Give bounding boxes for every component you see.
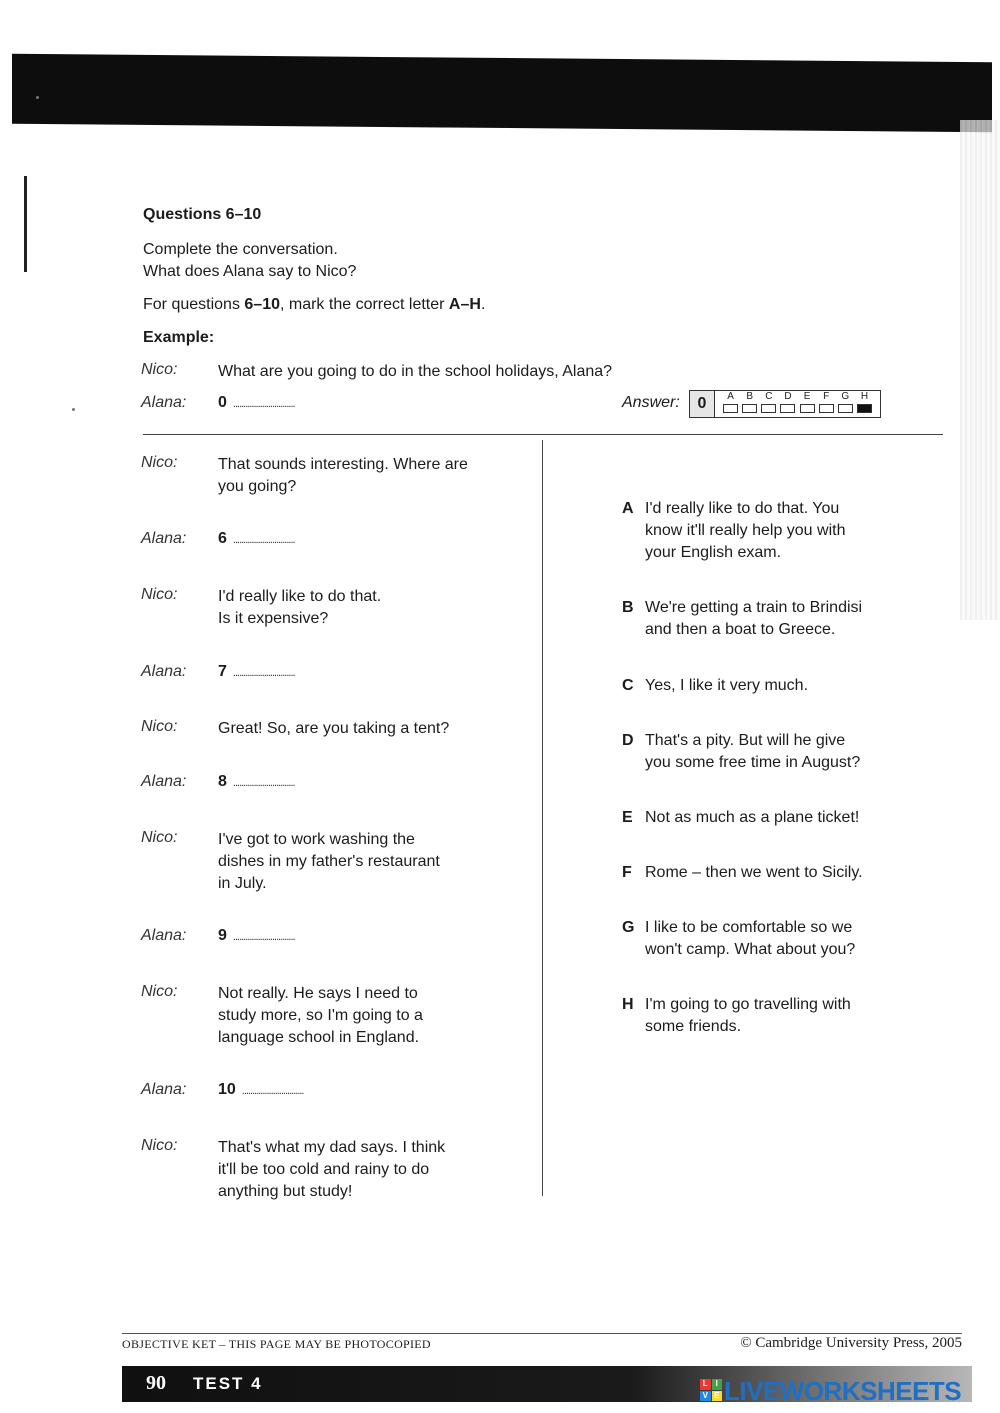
utterance-line: I'd really like to do that. [218, 588, 382, 605]
speaker-label: Nico: [141, 983, 178, 1000]
scan-speck [36, 96, 39, 99]
option-text [645, 597, 895, 641]
option-line: Rome – then we went to Sicily. [645, 864, 863, 881]
gap-dots: .............................. [232, 931, 295, 943]
instruction-line-1: Complete the conversation. [143, 241, 338, 258]
answer-option-letter: E [803, 391, 811, 402]
option-text [645, 994, 895, 1038]
answer-option-letter: C [765, 391, 773, 402]
speaker-label: Nico: [141, 829, 178, 846]
option-d [622, 730, 895, 774]
option-b [622, 597, 895, 641]
option-text [645, 917, 895, 961]
option-line: you some free time in August? [645, 754, 861, 771]
option-f [622, 862, 895, 884]
option-h [622, 994, 895, 1038]
option-line: I like to be comfortable so we [645, 919, 853, 936]
nico-line [218, 983, 518, 1049]
answer-option-box [819, 404, 834, 413]
section-title: Questions 6–10 [143, 206, 262, 223]
footer-left: OBJECTIVE KET – THIS PAGE MAY BE PHOTOCOPIED [122, 1337, 431, 1351]
answer-option-letter: F [823, 391, 830, 402]
divider-horizontal [143, 434, 943, 435]
option-line: I'm going to go travelling with [645, 996, 851, 1013]
utterance-line: anything but study! [218, 1183, 353, 1200]
example-gap-dots: .............................. [232, 398, 295, 410]
page-number: 90 [146, 1372, 166, 1394]
option-e [622, 807, 895, 829]
example-alana-speaker: Alana: [141, 394, 187, 411]
option-line: won't camp. What about you? [645, 941, 856, 958]
option-line: We're getting a train to Brindisi [645, 599, 863, 616]
option-letter: C [622, 677, 634, 694]
option-letter: H [622, 996, 634, 1013]
utterance-line: That sounds interesting. Where are [218, 456, 468, 473]
divider-vertical [542, 440, 543, 1196]
gap-number: 9 [218, 927, 227, 944]
option-letter: E [622, 809, 633, 826]
utterance-line: you going? [218, 478, 297, 495]
answer-option-letter: A [727, 391, 734, 402]
instruction-mid: , mark the correct letter [279, 296, 449, 313]
speaker-label: Nico: [141, 718, 178, 735]
scan-edge [960, 120, 1000, 620]
gap-number: 6 [218, 530, 227, 547]
gap-dots: .............................. [232, 667, 295, 679]
footer-rule [122, 1333, 962, 1334]
example-nico-speaker: Nico: [141, 361, 178, 378]
scan-speck [72, 408, 75, 411]
gap-number: 7 [218, 663, 227, 680]
header-band [12, 54, 992, 133]
answer-option-box [857, 404, 872, 413]
nico-line [218, 454, 518, 498]
option-letter: B [622, 599, 634, 616]
answer-gap-8[interactable] [218, 773, 295, 791]
test-label: TEST 4 [193, 1374, 263, 1393]
answer-option [838, 391, 853, 417]
speaker-label: Alana: [141, 663, 187, 680]
option-c [622, 675, 895, 697]
utterance-line: in July. [218, 875, 267, 892]
speaker-label: Alana: [141, 1081, 187, 1098]
gap-number: 10 [218, 1081, 236, 1098]
instruction-line-2: What does Alana say to Nico? [143, 263, 357, 280]
answer-grid [689, 390, 881, 418]
gap-dots: .............................. [241, 1085, 304, 1097]
watermark: LIVEWORKSHEETS [724, 1376, 962, 1406]
answer-options [715, 391, 880, 417]
option-letter: A [622, 500, 634, 517]
option-a [622, 498, 895, 564]
utterance-line: it'll be too cold and rainy to do [218, 1161, 430, 1178]
answer-option-box [838, 404, 853, 413]
instruction-letters: A–H [448, 296, 481, 313]
example-nico-text: What are you going to do in the school holidays, Alana? [218, 363, 613, 380]
speaker-label: Alana: [141, 927, 187, 944]
gap-number: 8 [218, 773, 227, 790]
option-text [645, 675, 895, 697]
answer-option [857, 391, 872, 417]
answer-option-box [761, 404, 776, 413]
utterance-line: Not really. He says I need to [218, 985, 418, 1002]
option-text [645, 498, 895, 564]
answer-number: 0 [690, 391, 715, 417]
option-line: Yes, I like it very much. [645, 677, 809, 694]
answer-label: Answer: [622, 394, 680, 411]
utterance-line: Great! So, are you taking a tent? [218, 720, 450, 737]
option-line: and then a boat to Greece. [645, 621, 836, 638]
option-line: That's a pity. But will he give [645, 732, 846, 749]
answer-option-box [723, 404, 738, 413]
answer-option [800, 391, 815, 417]
nico-line [218, 829, 518, 895]
utterance-line: language school in England. [218, 1029, 420, 1046]
answer-option-letter: B [746, 391, 754, 402]
option-text [645, 862, 895, 884]
option-text [645, 730, 895, 774]
answer-option [723, 391, 738, 417]
instruction-range: 6–10 [244, 296, 280, 313]
utterance-line: Is it expensive? [218, 610, 329, 627]
option-line: I'd really like to do that. You [645, 500, 840, 517]
footer-right: © Cambridge University Press, 2005 [740, 1335, 962, 1351]
option-text [645, 807, 895, 829]
utterance-line: dishes in my father's restaurant [218, 853, 440, 870]
speaker-label: Alana: [141, 773, 187, 790]
utterance-line: study more, so I'm going to a [218, 1007, 423, 1024]
instruction-line-3 [143, 294, 485, 316]
speaker-label: Nico: [141, 454, 178, 471]
answer-gap-9[interactable] [218, 927, 295, 945]
instruction-post: . [480, 296, 486, 313]
option-line: your English exam. [645, 544, 782, 561]
answer-option [742, 391, 757, 417]
answer-option-letter: H [860, 391, 869, 402]
example-gap-number: 0 [218, 394, 227, 411]
margin-mark [24, 176, 27, 272]
speaker-label: Nico: [141, 1137, 178, 1154]
instruction-pre: For questions [143, 296, 245, 313]
nico-line [218, 586, 518, 630]
answer-option-box [800, 404, 815, 413]
liveworksheets-logo-icon: L I V E [700, 1379, 722, 1401]
speaker-label: Alana: [141, 530, 187, 547]
option-line: some friends. [645, 1018, 742, 1035]
utterance-line: That's what my dad says. I think [218, 1139, 446, 1156]
option-line: Not as much as a plane ticket! [645, 809, 860, 826]
answer-option-letter: G [841, 391, 850, 402]
answer-option [819, 391, 834, 417]
answer-gap-6[interactable] [218, 530, 295, 548]
utterance-line: I've got to work washing the [218, 831, 415, 848]
nico-line [218, 718, 518, 740]
option-g [622, 917, 895, 961]
option-letter: F [622, 864, 632, 881]
speaker-label: Nico: [141, 586, 178, 603]
option-line: know it'll really help you with [645, 522, 846, 539]
answer-option-box [742, 404, 757, 413]
example-answer-gap [218, 394, 295, 412]
answer-option-letter: D [784, 391, 792, 402]
gap-dots: .............................. [232, 777, 295, 789]
answer-option [780, 391, 795, 417]
nico-line [218, 1137, 518, 1203]
option-letter: G [622, 919, 635, 936]
answer-option-box [780, 404, 795, 413]
answer-option [761, 391, 776, 417]
gap-dots: .............................. [232, 534, 295, 546]
answer-gap-10[interactable] [218, 1081, 303, 1099]
example-label: Example: [143, 329, 215, 346]
answer-gap-7[interactable] [218, 663, 295, 681]
option-letter: D [622, 732, 634, 749]
